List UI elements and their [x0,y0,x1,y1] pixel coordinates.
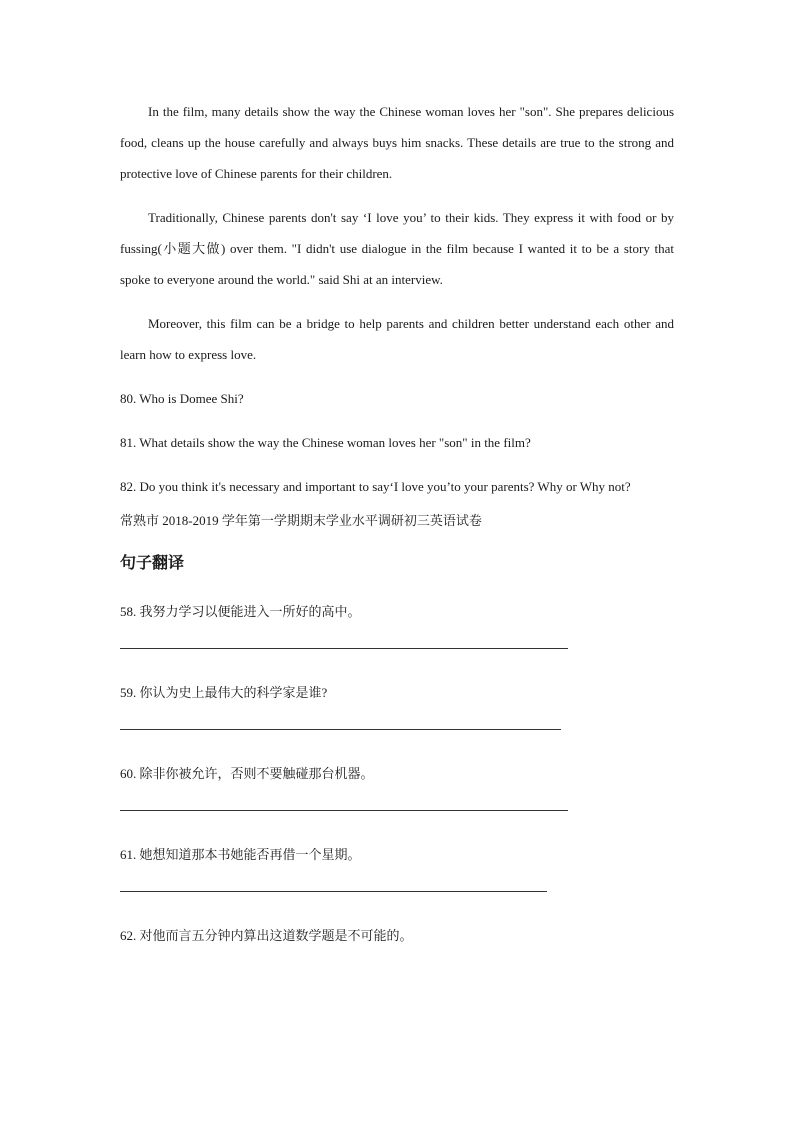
translation-item-58: 58. 我努力学习以便能进入一所好的高中。 [120,604,361,619]
answer-line-59[interactable] [120,728,561,730]
answer-line-60[interactable] [120,809,568,811]
translation-item-61: 61. 她想知道那本书她能否再借一个星期。 [120,847,361,862]
passage-paragraph-3: Moreover, this film can be a bridge to help parents and children better understand each other and learn how to express love. [120,316,674,362]
document-page [120,96,674,951]
passage-paragraph-2: Traditionally, Chinese parents don't say ‘I love you’ to their kids. They express it with food or by fussing(小题大做) over them. "I didn't use dialogue in the film because I wanted it to be a story that spoke to everyone around the world." said Shi at an interview. [120,210,674,287]
passage-paragraph-1: In the film, many details show the way the Chinese woman loves her "son". She prepares delicious food, cleans up the house carefully and always buys him snacks. These details are true to the strong and protective love of Chinese parents for their children. [120,104,674,181]
question-82: 82. Do you think it's necessary and important to say‘I love you’to your parents? Why or Why not? [120,479,631,494]
answer-line-61[interactable] [120,890,547,892]
section-title: 句子翻译 [120,555,185,572]
translation-item-60: 60. 除非你被允许，否则不要触碰那台机器。 [120,766,374,781]
translation-item-59: 59. 你认为史上最伟大的科学家是谁? [120,685,328,700]
question-80: 80. Who is Domee Shi? [120,391,244,406]
question-81: 81. What details show the way the Chinese woman loves her "son" in the film? [120,435,531,450]
exam-source-line: 常熟市 2018-2019 学年第一学期期末学业水平调研初三英语试卷 [120,513,482,528]
answer-line-58[interactable] [120,647,568,649]
translation-item-62: 62. 对他而言五分钟内算出这道数学题是不可能的。 [120,928,413,943]
